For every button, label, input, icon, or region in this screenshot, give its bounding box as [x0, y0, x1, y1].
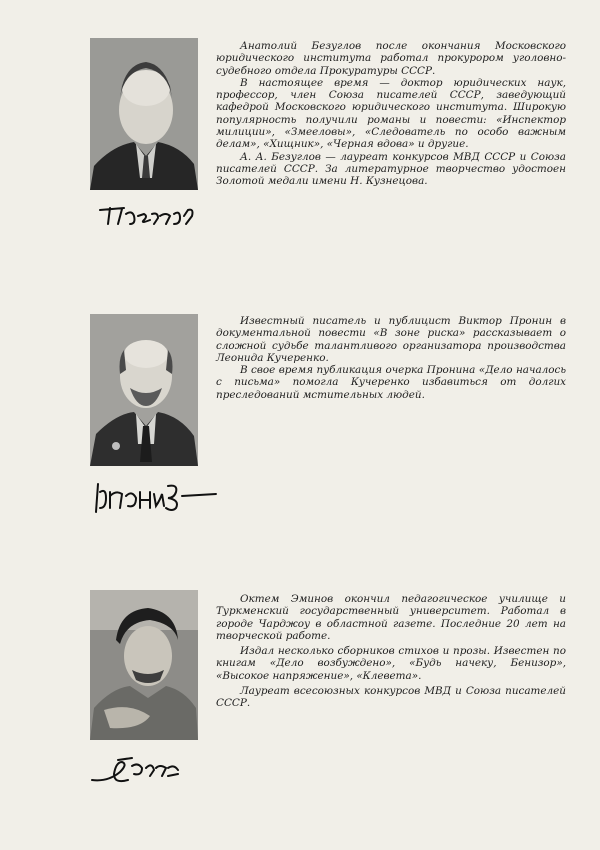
bio-paragraph: Издал несколько сборников стихов и прозы. Известен по книгам «Дело возбуждено», «Будь начеку, Бенизор», «Высокое напряжение», «Клевета».: [216, 645, 566, 682]
bio-paragraph: Анатолий Безуглов после окончания Московского юридического института работал прокурором уголовно-судебного отдела Прокуратуры СССР.: [216, 40, 566, 77]
bio-paragraph: В настоящее время — доктор юридических наук, профессор, член Союза писателей СССР, заведующий кафедрой Московского юридического института. Широкую популярность получили романы и повести: «Инспектор милиции», «Змееловы», «Следователь по особо важным делам», «Хищник», «Черная вдова» и другие.: [216, 76, 566, 151]
bio-eminov: [216, 593, 566, 710]
bio-bezuglov: [216, 40, 566, 188]
bio-paragraph: Известный писатель и публицист Виктор Пронин в документальной повести «В зоне риска» рассказывает о сложной судьбе талантливого организатора производства Леонида Кучеренко.: [216, 315, 566, 364]
bio-paragraph: А. А. Безуглов — лауреат конкурсов МВД СССР и Союза писателей СССР. За литературное творчество удостоен Золотой медали имени Н. Кузнецова.: [216, 150, 566, 188]
author-photo-bezuglov: [90, 38, 198, 190]
author-photo-pronin: [90, 314, 198, 466]
bio-paragraph: Октем Эминов окончил педагогическое училище и Туркменский государственный университет. Работал в городе Чарджоу в областной газете. Последние 20 лет на творческой работе.: [216, 593, 566, 642]
signature-bezuglov: [96, 202, 206, 228]
bio-paragraph: Лауреат всесоюзных конкурсов МВД и Союза писателей СССР.: [216, 685, 566, 710]
bio-pronin: [216, 315, 566, 401]
bio-paragraph: В свое время публикация очерка Пронина «Дело началось с письма» помогла Кучеренко избавиться от долгих преследований мстительных людей.: [216, 364, 566, 401]
signature-eminov: [88, 752, 188, 788]
signature-pronin: [92, 478, 222, 518]
author-photo-eminov: [90, 590, 198, 740]
